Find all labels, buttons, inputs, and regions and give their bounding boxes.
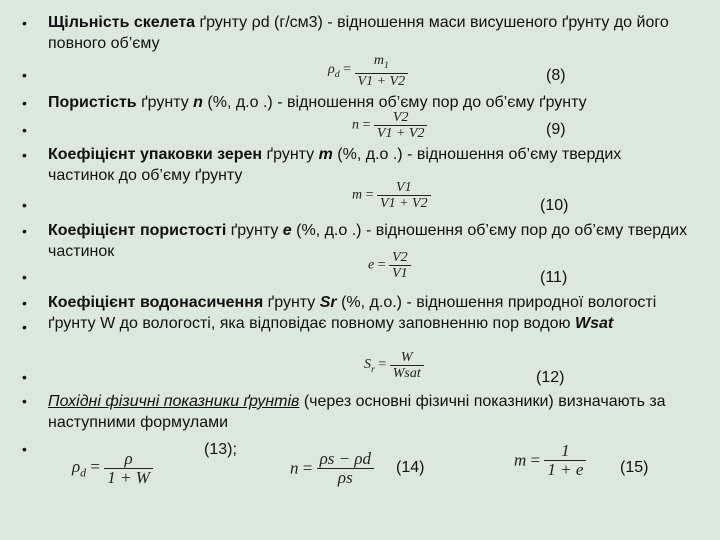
bullet: • bbox=[22, 269, 27, 285]
term: Коефіцієнт упаковки зерен bbox=[48, 146, 263, 163]
term: Коефіцієнт пористості bbox=[48, 222, 227, 239]
equation-number: (10) bbox=[540, 197, 569, 214]
definition-saturation-coefficient: Коефіцієнт водонасичення ґрунту Sr (%, д.о.) - відношення природної вологості ґрунту W до вологості, яка відповідає повному заповненню пор водою Wsat bbox=[48, 294, 657, 332]
formula-denominator: V1 + V2 bbox=[380, 196, 428, 211]
equation-number: (13); bbox=[204, 441, 237, 458]
formula-9: n = $\frac{V2}{V1 + V2}$ bbox=[352, 110, 427, 141]
formula-numerator: V2 bbox=[374, 110, 428, 126]
formula-numerator: V1 bbox=[377, 180, 431, 196]
formula-lhs-sub: d bbox=[334, 68, 340, 80]
term: Пористість bbox=[48, 94, 137, 111]
formula-13: $\rho_d$ = $\frac{\rho}{1 + W}$ bbox=[72, 450, 153, 487]
bullet: • bbox=[22, 95, 27, 111]
equation-number: (11) bbox=[540, 269, 568, 286]
term: Коефіцієнт водонасичення bbox=[48, 294, 264, 311]
formula-denominator: V1 + V2 bbox=[376, 126, 425, 141]
formula-denominator: ρs bbox=[337, 468, 353, 487]
formula-numerator: $m_1$ bbox=[355, 53, 409, 74]
bullet: • bbox=[22, 393, 27, 409]
derived-indicators-intro: Похідні фізичні показники ґрунтів (через основні фізичні показники) визначають за наступними формулами bbox=[48, 393, 666, 431]
bullet: • bbox=[22, 67, 27, 83]
bullet: • bbox=[22, 122, 27, 138]
definition-porosity: Пористість ґрунту n (%, д.о .) - відношення об’єму пор до об’єму ґрунту bbox=[48, 94, 587, 111]
formula-numerator: V2 bbox=[389, 250, 411, 266]
formula-11: e = $\frac{V2}{V1}$ bbox=[368, 250, 411, 281]
formula-denominator: Wsat bbox=[392, 366, 421, 381]
variable: Sr bbox=[319, 294, 337, 311]
bullet: • bbox=[22, 223, 27, 239]
definition-text: ґрунту ρd (г/см3) - відношення маси висушеного ґрунту до його повного об’єму bbox=[48, 14, 669, 52]
formula-numerator: W bbox=[390, 350, 424, 366]
equation-number: (9) bbox=[546, 121, 566, 138]
formula-lhs: ρ bbox=[328, 62, 335, 77]
formula-8 bbox=[328, 53, 408, 89]
formula-numerator: ρs − ρd bbox=[317, 450, 374, 469]
bullet: • bbox=[22, 369, 27, 385]
variable: e bbox=[282, 222, 292, 239]
bullet: • bbox=[22, 15, 27, 31]
bullet: • bbox=[22, 147, 27, 163]
bullet: • bbox=[22, 295, 27, 311]
formula-14: n = $\frac{\rho s - \rho d}{\rho s}$ bbox=[290, 450, 374, 487]
formula-denominator: 1 + W bbox=[107, 468, 150, 487]
section-heading: Похідні фізичні показники ґрунтів bbox=[48, 393, 300, 410]
variable: m bbox=[318, 146, 333, 163]
bullet: • bbox=[22, 319, 27, 335]
definition-void-ratio: Коефіцієнт пористості ґрунту e (%, д.о .) - відношення об’єму пор до об’єму твердих частинок bbox=[48, 222, 688, 260]
formula-numerator: 1 bbox=[544, 442, 586, 461]
bullet: • bbox=[22, 197, 27, 213]
formula-denominator: 1 + e bbox=[547, 460, 584, 479]
equation-number: (14) bbox=[396, 459, 425, 476]
definition-dry-density bbox=[48, 12, 688, 54]
formula-10: m = $\frac{V1}{V1 + V2}$ bbox=[352, 180, 431, 211]
variable: n bbox=[193, 94, 203, 111]
equation-number: (15) bbox=[620, 459, 649, 476]
bullet: • bbox=[22, 441, 27, 457]
equation-number: (12) bbox=[536, 369, 565, 386]
equation-number: (8) bbox=[546, 67, 566, 84]
formula-denominator: V1 + V2 bbox=[357, 73, 406, 89]
formula-numerator: ρ bbox=[104, 450, 153, 469]
formula-eq: = bbox=[339, 62, 355, 77]
formula-12: $S_r$ = $\frac{W}{\text{Wsat}}$ bbox=[364, 350, 424, 381]
formula-15: m = $\frac{1}{1 + e}$ bbox=[514, 442, 586, 479]
formula-denominator: V1 bbox=[392, 266, 408, 281]
term: Щільність скелета bbox=[48, 14, 196, 31]
definition-packing-coefficient: Коефіцієнт упаковки зерен ґрунту m (%, д.о .) - відношення об’єму твердих частинок до об’єму ґрунту bbox=[48, 146, 622, 184]
variable: Wsat bbox=[574, 315, 614, 332]
